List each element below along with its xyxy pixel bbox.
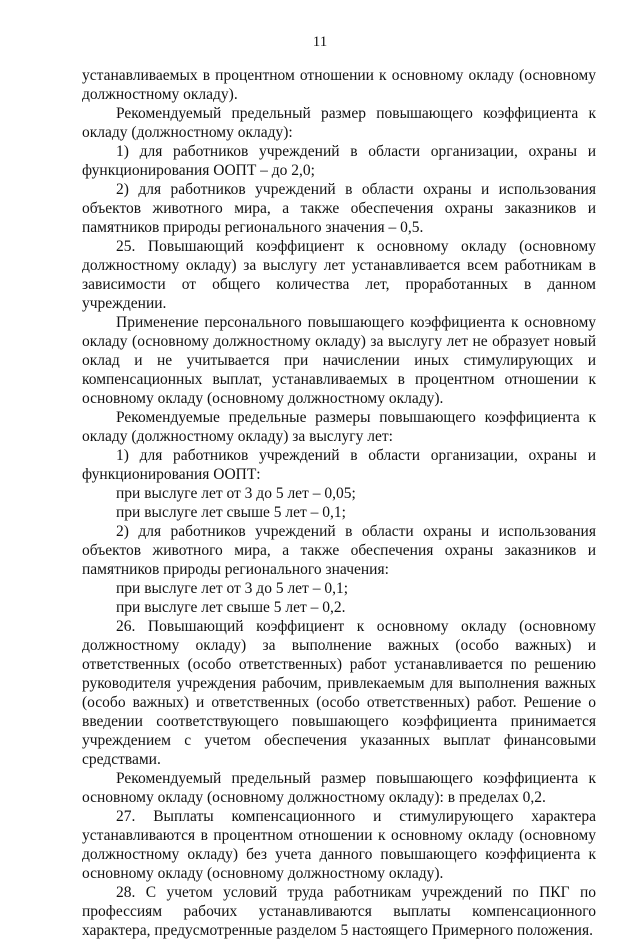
paragraph-item-28: 28. С учетом условий труда работникам учреждений по ПКГ по профессиям рабочих устанавливаются выплаты компенсационного характера, предусмотренные разделом 5 настоящего Примерного положения. <box>82 884 596 939</box>
paragraph-item-26: 26. Повышающий коэффициент к основному окладу (основному должностному окладу) за выполнение важных (особо важных) и ответственных (особо ответственных) работ устанавливается по решению руководителя учреждения рабочим, привлекаемым для выполнения важных (особо важных) и ответственных (особо ответственных) работ. Решение о введении соответствующего повышающего коэффициента принимается учреждением с учетом обеспечения указанных выплат финансовыми средствами. <box>82 618 596 768</box>
list-subitem: при выслуге лет свыше 5 лет – 0,2. <box>116 599 346 616</box>
list-subitem: при выслуге лет от 3 до 5 лет – 0,05; <box>116 485 356 502</box>
list-subitem: при выслуге лет свыше 5 лет – 0,1; <box>116 504 346 521</box>
page-number: 11 <box>312 34 328 50</box>
list-item-wildlife: 2) для работников учреждений в области охраны и использования объектов животного мира, а также обеспечения охраны заказников и памятников природы регионального значения – 0,5. <box>82 181 596 236</box>
paragraph-important-work-limit: Рекомендуемый предельный размер повышающего коэффициента к основному окладу (основному должностному окладу): в пределах 0,2. <box>82 770 596 806</box>
list-item-wildlife-seniority: 2) для работников учреждений в области охраны и использования объектов животного мира, а также обеспечения охраны заказников и памятников природы регионального значения: <box>82 523 596 578</box>
paragraph-item-25: 25. Повышающий коэффициент к основному окладу (основному должностному окладу) за выслугу лет устанавливается всем работникам в зависимости от общего количества лет, проработанных в данном учреждении. <box>82 238 596 312</box>
document-body <box>82 66 596 940</box>
paragraph-item-27: 27. Выплаты компенсационного и стимулирующего характера устанавливаются в процентном отношении к основному окладу (основному должностному окладу) без учета данного повышающего коэффициента к основному окладу (основному должностному окладу). <box>82 808 596 882</box>
list-subitem: при выслуге лет от 3 до 5 лет – 0,1; <box>116 580 349 597</box>
paragraph-continuation: устанавливаемых в процентном отношении к основному окладу (основному должностному окладу). <box>82 67 596 103</box>
list-item-oopt: 1) для работников учреждений в области организации, охраны и функционирования ООПТ – до 2,0; <box>82 143 596 179</box>
paragraph-coefficient-limit: Рекомендуемый предельный размер повышающего коэффициента к окладу (должностному окладу): <box>82 105 596 141</box>
list-item-oopt-seniority: 1) для работников учреждений в области организации, охраны и функционирования ООПТ: <box>82 447 596 483</box>
paragraph-seniority-application: Применение персонального повышающего коэффициента к основному окладу (основному должностному окладу) за выслугу лет не образует новый оклад и не учитывается при начислении иных стимулирующих и компенсационных выплат, устанавливаемых в процентном отношении к основному окладу (основному должностному окладу). <box>82 314 596 407</box>
paragraph-seniority-limits: Рекомендуемые предельные размеры повышающего коэффициента к окладу (должностному окладу) за выслугу лет: <box>82 409 596 445</box>
